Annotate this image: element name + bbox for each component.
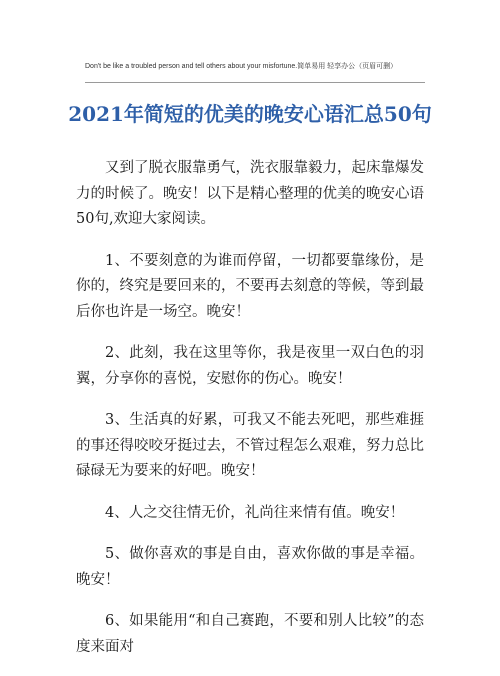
document-title: 2021年简短的优美的晚安心语汇总50句 [68,102,432,126]
paragraph-item-4: 4、人之交往情无价，礼尚往来情有值。晚安！ [105,504,405,521]
paragraph-intro: 又到了脱衣服靠勇气，洗衣服靠毅力，起床靠爆发力的时候了。晚安！以下是精心整理的优美的晚安心语50句,欢迎大家阅读。 [76,160,424,227]
paragraph-item-2: 2、此刻，我在这里等你，我是夜里一双白色的羽翼，分享你的喜悦，安慰你的伤心。晚安！ [76,345,424,387]
paragraph-item-1: 1、不要刻意的为谁而停留，一切都要靠缘份，是你的，终究是要回来的，不要再去刻意的等候，等到最后你也许是一场空。晚安！ [76,252,424,320]
document-body [76,156,424,676]
paragraph-item-5: 5、做你喜欢的事是自由，喜欢你做的事是幸福。晚安！ [76,546,424,588]
paragraph-item-6: 6、如果能用“和自己赛跑，不要和别人比较”的态度来面对 [76,613,424,655]
page-header: Don't be like a troubled person and tell others about your misfortune.简单易用 轻享办公（页眉可删） [85,63,398,70]
paragraph-item-3: 3、生活真的好累，可我又不能去死吧，那些难捱的事还得咬咬牙挺过去，不管过程怎么艰难，努力总比碌碌无为要来的好吧。晚安！ [76,412,424,479]
header-divider [85,82,425,83]
